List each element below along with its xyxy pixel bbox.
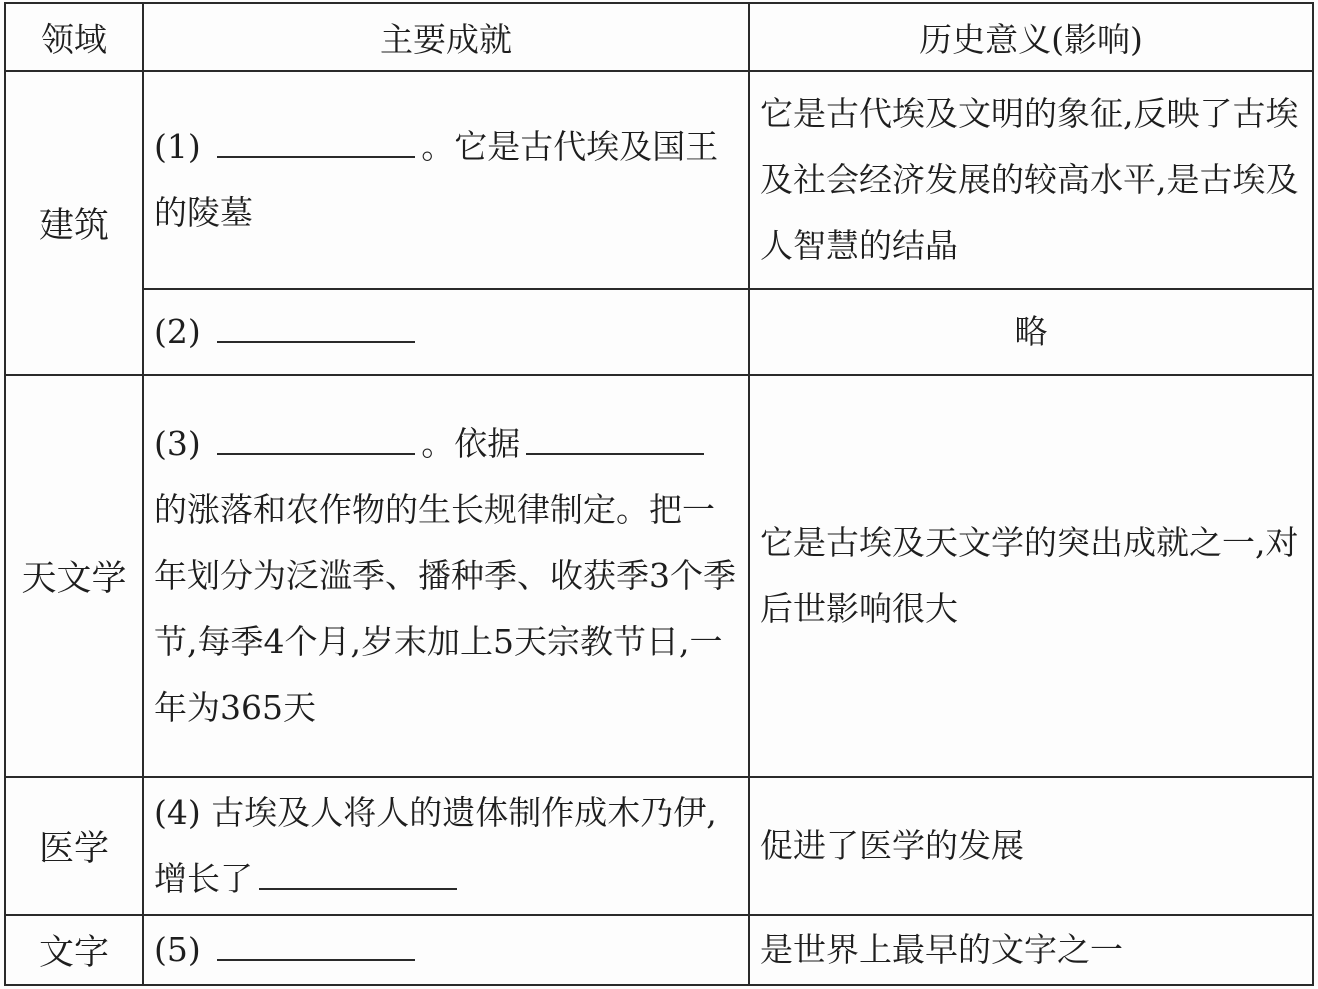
achievement-5 [143, 915, 749, 985]
achievement-1-text: 。它是古代埃及国王的陵墓 [154, 127, 719, 232]
item-number-4: (4) [154, 793, 201, 832]
answer-blank-3b[interactable] [526, 452, 704, 455]
field-medicine: 医学 [5, 777, 143, 915]
achievements-table [4, 2, 1314, 986]
item-number-1: (1) [154, 127, 201, 166]
field-astronomy: 天文学 [5, 375, 143, 777]
answer-blank-5[interactable] [217, 958, 415, 961]
achievement-1 [143, 71, 749, 289]
significance-1: 它是古代埃及文明的象征,反映了古埃及社会经济发展的较高水平,是古埃及人智慧的结晶 [749, 71, 1313, 289]
answer-blank-2[interactable] [217, 340, 415, 343]
table-row-astronomy [5, 375, 1313, 777]
answer-blank-4[interactable] [259, 887, 457, 890]
achievement-4-text: 古埃及人将人的遗体制作成木乃伊,增长了 [154, 793, 717, 898]
field-architecture: 建筑 [5, 71, 143, 375]
achievement-2 [143, 289, 749, 375]
significance-4: 促进了医学的发展 [749, 777, 1313, 915]
achievement-3-mid: 。依据 [421, 424, 521, 463]
item-number-3: (3) [154, 424, 201, 463]
table-row-medicine [5, 777, 1313, 915]
header-significance: 历史意义(影响) [749, 3, 1313, 71]
achievement-3-text: 的涨落和农作物的生长规律制定。把一年划分为泛滥季、播种季、收获季3个季节,每季4个月,岁末加上5天宗教节日,一年为365天 [154, 490, 736, 727]
header-field: 领域 [5, 3, 143, 71]
answer-blank-3a[interactable] [217, 452, 415, 455]
header-achievement: 主要成就 [143, 3, 749, 71]
table-row-architecture-2 [5, 289, 1313, 375]
significance-5: 是世界上最早的文字之一 [749, 915, 1313, 985]
significance-3: 它是古埃及天文学的突出成就之一,对后世影响很大 [749, 375, 1313, 777]
field-writing: 文字 [5, 915, 143, 985]
achievement-3 [143, 375, 749, 777]
answer-blank-1[interactable] [217, 155, 415, 158]
item-number-5: (5) [154, 930, 201, 969]
table-row-writing [5, 915, 1313, 985]
significance-2: 略 [749, 289, 1313, 375]
table-row-architecture-1 [5, 71, 1313, 289]
achievement-4 [143, 777, 749, 915]
item-number-2: (2) [154, 312, 201, 351]
header-row [5, 3, 1313, 71]
